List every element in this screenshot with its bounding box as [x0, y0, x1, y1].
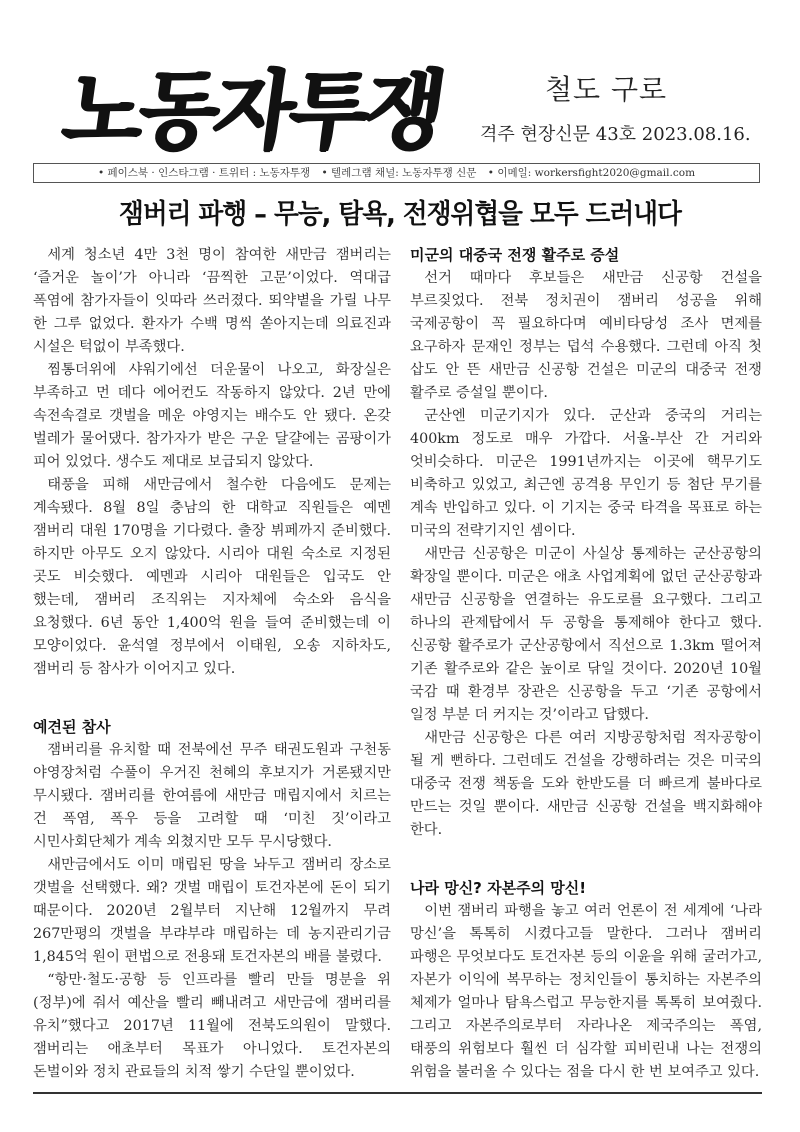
- telegram-channel-info: • 텔레그램 채널: 노동자투쟁 신문: [321, 167, 477, 179]
- section-name: 철도 구로: [545, 73, 668, 106]
- section-spacer: [410, 842, 762, 865]
- paragraph: 군산엔 미군기지가 있다. 군산과 중국의 거리는 400km 정도로 매우 가깝다. 서울-부산 간 거리와 엇비슷하다. 미군은 1991년까지는 이곳에 핵무기도 비축하고 있었고, 최근엔 공격용 무인기 등 첨단 무기를 계속 반입하고 있다. 이 기지는 중국 타격을 목표로 하는 미국의 전략기지인 셈이다.: [410, 408, 762, 539]
- social-media-info: • 페이스북 · 인스타그램 · 트위터 : 노동자투쟁: [97, 167, 311, 179]
- newspaper-logo: 노동자투쟁: [57, 61, 448, 162]
- paragraph: 잼버리를 유치할 때 전북에선 무주 태권도원과 구천동 야영장처럼 수풀이 우거진 천혜의 후보지가 거론됐지만 무시됐다. 잼버리를 한여름에 새만금 매립지에서 치르는 건 폭염, 폭우 등을 고려할 때 ‘미친 짓’이라고 시민사회단체가 계속 외쳤지만 모두 무시당했다.: [33, 742, 391, 850]
- paragraph: 새만금에서도 이미 매립된 땅을 놔두고 잼버리 장소로 갯벌을 선택했다. 왜? 갯벌 매립이 토건자본에 돈이 되기 때문이다. 2020년 2월부터 지난해 12월까지 무려 267만평의 갯벌을 부랴부랴 매립하는 데 농지관리기금 1,845억 원이 편법으로 전용돼 토건자본의 배를 불렸다.: [33, 857, 391, 965]
- paragraph: 세계 청소년 4만 3천 명이 참여한 새만금 잼버리는 ‘즐거운 놀이’가 아니라 ‘끔찍한 고문’이었다. 역대급 폭염에 참가자들이 잇따라 쓰러졌다. 뙤약볕을 가릴 나무 한 그루 없었다. 환자가 수백 명씩 쏟아지는데 의료진과 시설은 턱없이 부족했다.: [33, 247, 391, 355]
- paragraph: 태풍을 피해 새만금에서 철수한 다음에도 문제는 계속됐다. 8월 8일 충남의 한 대학교 직원들은 예멘 잼버리 대원 170명을 기다렸다. 출장 뷔페까지 준비했다. 하지만 아무도 오지 않았다. 시리아 대원 숙소로 지정된 곳도 비슷했다. 예멘과 시리아 대원들은 입국도 안 했는데, 잼버리 조직위는 지자체에 숙소와 음식을 요청했다. 6년 동안 1,400억 원을 들여 준비했는데 이 모양이었다. 윤석열 정부에서 이태원, 오송 지하차도, 잼버리 등 참사가 이어지고 있다.: [33, 477, 391, 677]
- paragraph: 선거 때마다 후보들은 새만금 신공항 건설을 부르짖었다. 전북 정치권이 잼버리 성공을 위해 국제공항이 꼭 필요하다며 예비타당성 조사 면제를 요구하자 문재인 정부는 덥석 수용했다. 그런데 아직 첫 삽도 안 뜬 새만금 신공항 건설은 미군의 대중국 전쟁 활주로 증설일 뿐이다.: [410, 270, 762, 401]
- section-spacer: [33, 704, 391, 716]
- paragraph: 새만금 신공항은 미군이 사실상 통제하는 군산공항의 확장일 뿐이다. 미군은 애초 사업계획에 없던 군산공항과 새만금 신공항을 연결하는 유도로를 요구했다. 그리고 하나의 관제탑에서 두 공항을 통제해야 한다고 했다. 신공항 활주로가 군산공항에서 직선으로 1.3km 떨어져 기존 활주로와 같은 높이로 닦일 것이다. 2020년 10월 국감 때 환경부 장관은 신공항을 두고 ‘기존 공항에서 일정 부분 더 커지는 것’이라고 답했다.: [410, 546, 762, 723]
- contact-info-bar: [33, 163, 760, 183]
- section-spacer: [410, 865, 762, 877]
- section-spacer: [33, 681, 391, 704]
- subheading-capitalism-disgrace: 나라 망신? 자본주의 망신!: [410, 879, 587, 897]
- paragraph: 새만금 신공항은 다른 여러 지방공항처럼 적자공항이 될 게 뻔하다. 그런데도 건설을 강행하려는 것은 미국의 대중국 전쟁 책동을 도와 한반도를 더 빠르게 불바다로 만드는 것일 뿐이다. 새만금 신공항 건설을 백지화해야 한다.: [410, 730, 762, 838]
- email-info: • 이메일: workersfight2020@gmail.com: [487, 167, 696, 179]
- issue-info: 격주 현장신문 43호 2023.08.16.: [480, 124, 751, 145]
- subheading-us-military-runway: 미군의 대중국 전쟁 활주로 증설: [410, 246, 620, 264]
- paragraph: 찜통더위에 샤워기에선 더운물이 나오고, 화장실은 부족하고 먼 데다 에어컨도 작동하지 않았다. 2년 만에 속전속결로 갯벌을 메운 야영지는 배수도 안 됐다. 온갖 벌레가 물어댔다. 참가자가 받은 구운 달걀에는 곰팡이가 피어 있었다. 생수도 제대로 보급되지 않았다.: [33, 362, 391, 470]
- right-column: [410, 244, 762, 1084]
- subheading-foreseen-disaster: 예견된 참사: [33, 718, 111, 736]
- article-headline: 잼버리 파행 – 무능, 탐욕, 전쟁위협을 모두 드러내다: [119, 199, 681, 230]
- left-column: [33, 244, 391, 1084]
- paragraph: “항만·철도·공항 등 인프라를 빨리 만들 명분을 위(정부)에 줘서 예산을 빨리 빼내려고 새만금에 잼버리를 유치”했다고 2017년 11월에 전북도의원이 말했다. 잼버리는 애초부터 목표가 아니었다. 토건자본의 돈벌이와 정치 관료들의 치적 쌓기 수단일 뿐이었다.: [33, 972, 391, 1080]
- paragraph: 이번 잼버리 파행을 놓고 여러 언론이 전 세계에 ‘나라 망신’을 톡톡히 시켰다고들 말한다. 그러나 잼버리 파행은 무엇보다도 토건자본 등의 이윤을 위해 굴러가고, 자본가 이익에 복무하는 정치인들이 통치하는 자본주의 체제가 얼마나 탐욕스럽고 무능한지를 톡톡히 보여줬다. 그리고 자본주의로부터 자라나온 제국주의는 폭염, 태풍의 위험보다 훨씬 더 심각할 피비린내 나는 전쟁의 위험을 불러올 수 있다는 점을 다시 한 번 보여주고 있다.: [410, 903, 762, 1080]
- bottom-rule: [33, 1092, 762, 1094]
